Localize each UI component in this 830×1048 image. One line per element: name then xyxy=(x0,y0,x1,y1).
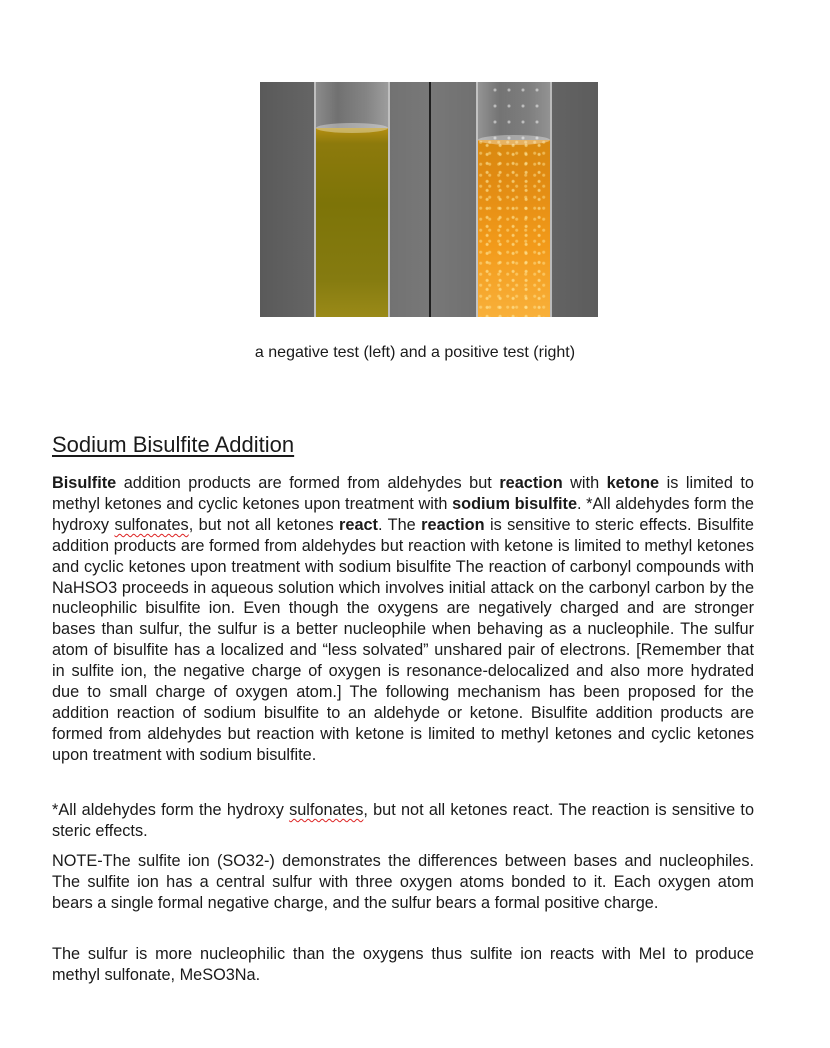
test-tubes-photo xyxy=(260,82,598,317)
spellcheck-word: sulfonates xyxy=(114,515,189,534)
spellcheck-word: sulfonates xyxy=(289,801,364,819)
positive-test-liquid xyxy=(478,140,550,317)
photo-divider xyxy=(429,82,431,317)
positive-test-tube xyxy=(476,82,552,317)
figure-caption: a negative test (left) and a positive test (right) xyxy=(254,344,576,361)
paragraph-4: The sulfur is more nucleophilic than the oxygens thus sulfite ion reacts with MeI to produce methyl sulfonate, MeSO3Na. xyxy=(52,945,754,984)
bubbles xyxy=(488,82,540,140)
section-title: Sodium Bisulfite Addition xyxy=(52,432,295,457)
paragraph-3: NOTE-The sulfite ion (SO32-) demonstrates the differences between bases and nucleophiles. The sulfite ion has a central sulfur with three oxygen atoms bonded to it. Each oxygen atom bears a single formal negative charge, and the sulfur bears a formal positive charge. xyxy=(52,852,754,912)
paragraph-1: Bisulfite addition products are formed from aldehydes but reaction with ketone is limited to methyl ketones and cyclic ketones upon treatment with sodium bisulfite. *All aldehydes form the hydroxy sulfonates, but not all ketones react. The reaction is sensitive to steric effects. Bisulfite addition products are formed from aldehydes but reaction with ketone is limited to methyl ketones and cyclic ketones upon treatment with sodium bisulfite The reaction of carbonyl compounds with NaHSO3 proceeds in aqueous solution which involves initial attack on the carbonyl carbon by the nucleophilic bisulfite ion. Even though the oxygens are negatively charged and are stronger bases than sulfur, the sulfur is a better nucleophile when behaving as a nucleophile. The sulfur atom of bisulfite has a localized and “less solvated” unshared pair of electrons. [Remember that in sulfite ion, the negative charge of oxygen is resonance-delocalized and also more hydrated due to small charge of oxygen atom.] The following mechanism has been proposed for the addition reaction of sodium bisulfite to an aldehyde or ketone. Bisulfite addition products are formed from aldehydes but reaction with ketone is limited to methyl ketones and cyclic ketones upon treatment with sodium bisulfite. xyxy=(52,474,754,764)
negative-test-tube xyxy=(314,82,390,317)
paragraph-2: *All aldehydes form the hydroxy sulfonates, but not all ketones react. The reaction is sensitive to steric effects. xyxy=(52,801,755,840)
negative-test-liquid xyxy=(316,128,388,317)
